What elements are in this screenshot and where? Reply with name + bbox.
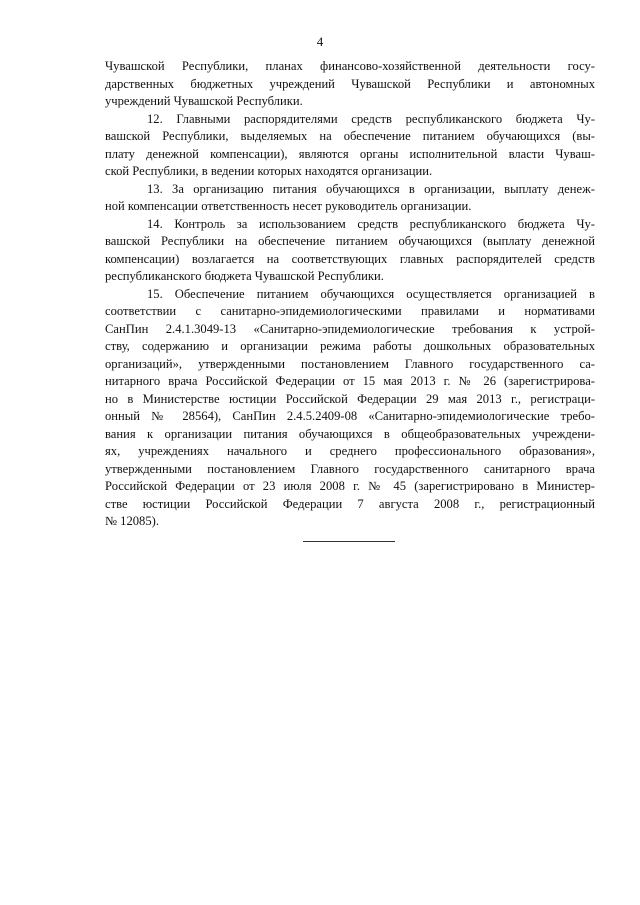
text-line: нитарного врача Российской Федерации от 15 мая 2013 г. № 26 (зарегистрирова- <box>105 374 595 388</box>
paragraph-13 <box>105 181 595 216</box>
text-line: плату денежной компенсации), являются органы исполнительной власти Чуваш- <box>105 146 595 161</box>
text-line: 15. Обеспечение питанием обучающихся осуществляется организацией в <box>147 286 595 301</box>
text-line: учреждений Чувашской Республики. <box>105 94 303 108</box>
text-line: ству, содержанию и организации режима работы дошкольных образовательных <box>105 339 595 353</box>
text-line: ской Республики, в ведении которых находятся организации. <box>105 164 433 178</box>
text-line: вашской Республики, выделяемых на обеспечение питанием обучающихся (вы- <box>105 129 595 143</box>
text-line: компенсации) возлагается на соответствующих главных распорядителей средств <box>105 251 595 266</box>
text-line: дарственных бюджетных учреждений Чувашской Республики и автономных <box>105 76 595 91</box>
text-line: СанПин 2.4.1.3049-13 «Санитарно-эпидемиологические требования к устрой- <box>105 321 595 336</box>
text-line: вашской Республики на обеспечение питанием обучающихся (выплату денежной <box>105 234 595 248</box>
text-line: онный № 28564), СанПин 2.4.5.2409-08 «Санитарно-эпидемиологические требо- <box>105 409 595 423</box>
text-line: соответствии с санитарно-эпидемиологическими правилами и нормативами <box>105 304 595 318</box>
paragraph-continuation <box>105 58 595 111</box>
page-number: 4 <box>316 34 324 49</box>
text-line: ной компенсации ответственность несет руководитель организации. <box>105 199 472 213</box>
paragraph-12 <box>105 111 595 181</box>
text-line: вания к организации питания обучающихся в общеобразовательных учреждени- <box>105 426 595 441</box>
text-line: стве юстиции Российской Федерации 7 августа 2008 г., регистрационный <box>105 496 595 511</box>
text-line: № 12085). <box>105 514 159 528</box>
text-line: республиканского бюджета Чувашской Республики. <box>105 269 384 283</box>
text-line: 12. Главными распорядителями средств республиканского бюджета Чу- <box>147 111 595 126</box>
text-line: 13. За организацию питания обучающихся в организации, выплату денеж- <box>147 181 595 196</box>
end-divider-line <box>303 541 395 542</box>
paragraph-14 <box>105 216 595 286</box>
text-line: организаций», утвержденными постановлением Главного государственного са- <box>105 356 595 371</box>
text-line: утвержденными постановлением Главного государственного санитарного врача <box>105 461 595 476</box>
text-line: Чувашской Республики, планах финансово-хозяйственной деятельности госу- <box>105 59 595 73</box>
text-line: но в Министерстве юстиции Российской Федерации 29 мая 2013 г., регистраци- <box>105 391 595 406</box>
text-line: 14. Контроль за использованием средств республиканского бюджета Чу- <box>147 216 595 231</box>
paragraph-15 <box>105 286 595 531</box>
document-body <box>105 58 595 531</box>
text-line: Российской Федерации от 23 июля 2008 г. № 45 (зарегистрировано в Министер- <box>105 479 595 493</box>
text-line: ях, учреждениях начального и среднего профессионального образования», <box>105 444 595 458</box>
